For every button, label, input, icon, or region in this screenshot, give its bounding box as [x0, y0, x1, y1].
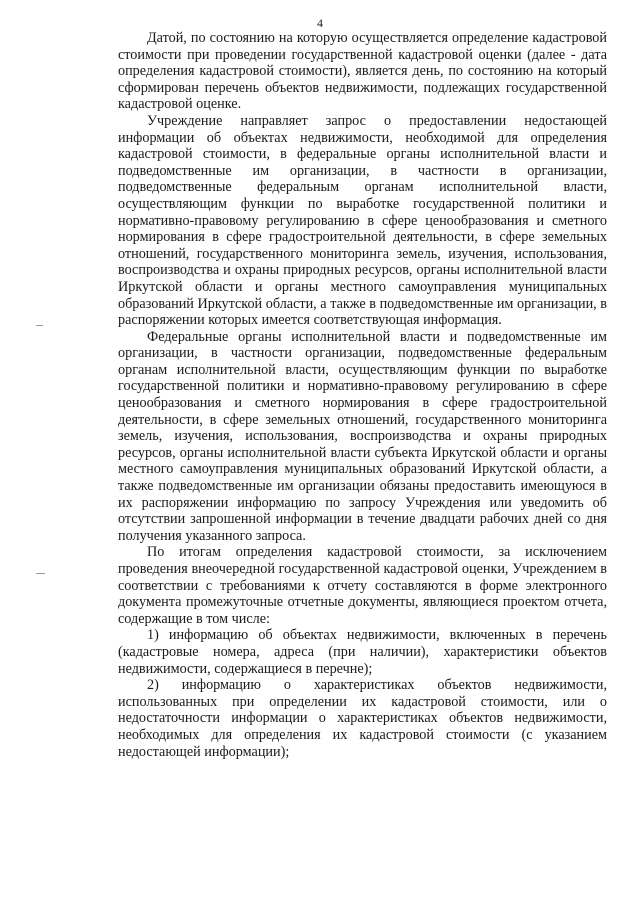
paragraph-institution-request: Учреждение направляет запрос о предоставлении недостающей информации об объектах недвижимости, необходимой для определения кадастровой стоимости, в федеральные органы исполнительной власти и подведомственные им организации, в частности в организации, подведомственные федеральным органам исполнительной власти, осуществляющим функции по выработке государственной политики и нормативно-правовому регулированию в сфере ценообразования и сметного нормирования в сфере градостроительной деятельности, в сфере земельных отношений, государственного мониторинга земель, изучения, использования, воспроизводства и охраны природных ресурсов, органы исполнительной власти Иркутской области и органы местного самоуправления муниципальных образований Иркутской области, а также в подведомственные им организации, в распоряжении которых имеется соответствующая информация. [118, 112, 607, 329]
scan-margin-mark [36, 325, 43, 326]
document-body [118, 30, 607, 760]
page-number: 4 [317, 16, 323, 30]
paragraph-authorities-obligation: Федеральные органы исполнительной власти и подведомственные им организации, в частности организации, подведомственные федеральным органам исполнительной власти, осуществляющим функции по выработке государственной политики и нормативно-правовому регулированию в сфере ценообразования и сметного нормирования в сфере градостроительной деятельности, в сфере земельных отношений, государственного мониторинга земель, изучения, использования, воспроизводства и охраны природных ресурсов, органы исполнительной власти субъекта Иркутской области и органы местного самоуправления муниципальных образований Иркутской области, а также подведомственные им организации обязаны предоставить имеющуюся в их распоряжении информацию по запросу Учреждения или уведомить об отсутствии запрошенной информации в течение двадцати рабочих дней со дня получения указанного запроса. [118, 328, 607, 544]
paragraph-valuation-date: Датой, по состоянию на которую осуществляется определение кадастровой стоимости при проведении государственной кадастровой оценки (далее - дата определения кадастровой стоимости), является день, по состоянию на который сформирован перечень объектов недвижимости, подлежащих государственной кадастровой оценке. [118, 30, 607, 113]
list-item-1: 1) информацию об объектах недвижимости, включенных в перечень (кадастровые номера, адреса (при наличии), характеристики объектов недвижимости, содержащиеся в перечне); [118, 627, 607, 677]
scan-margin-mark [36, 573, 45, 574]
list-item-2: 2) информацию о характеристиках объектов недвижимости, использованных при определении их кадастровой стоимости, или о недостаточности информации о характеристиках объектов недвижимости, необходимых для определения их кадастровой стоимости (с указанием недостающей информации); [118, 677, 607, 760]
paragraph-interim-reports: По итогам определения кадастровой стоимости, за исключением проведения внеочередной государственной кадастровой оценки, Учреждением в соответствии с требованиями к отчету составляются в форме электронного документа промежуточные отчетные документы, являющиеся проектом отчета, содержащие в том числе: [118, 544, 607, 627]
